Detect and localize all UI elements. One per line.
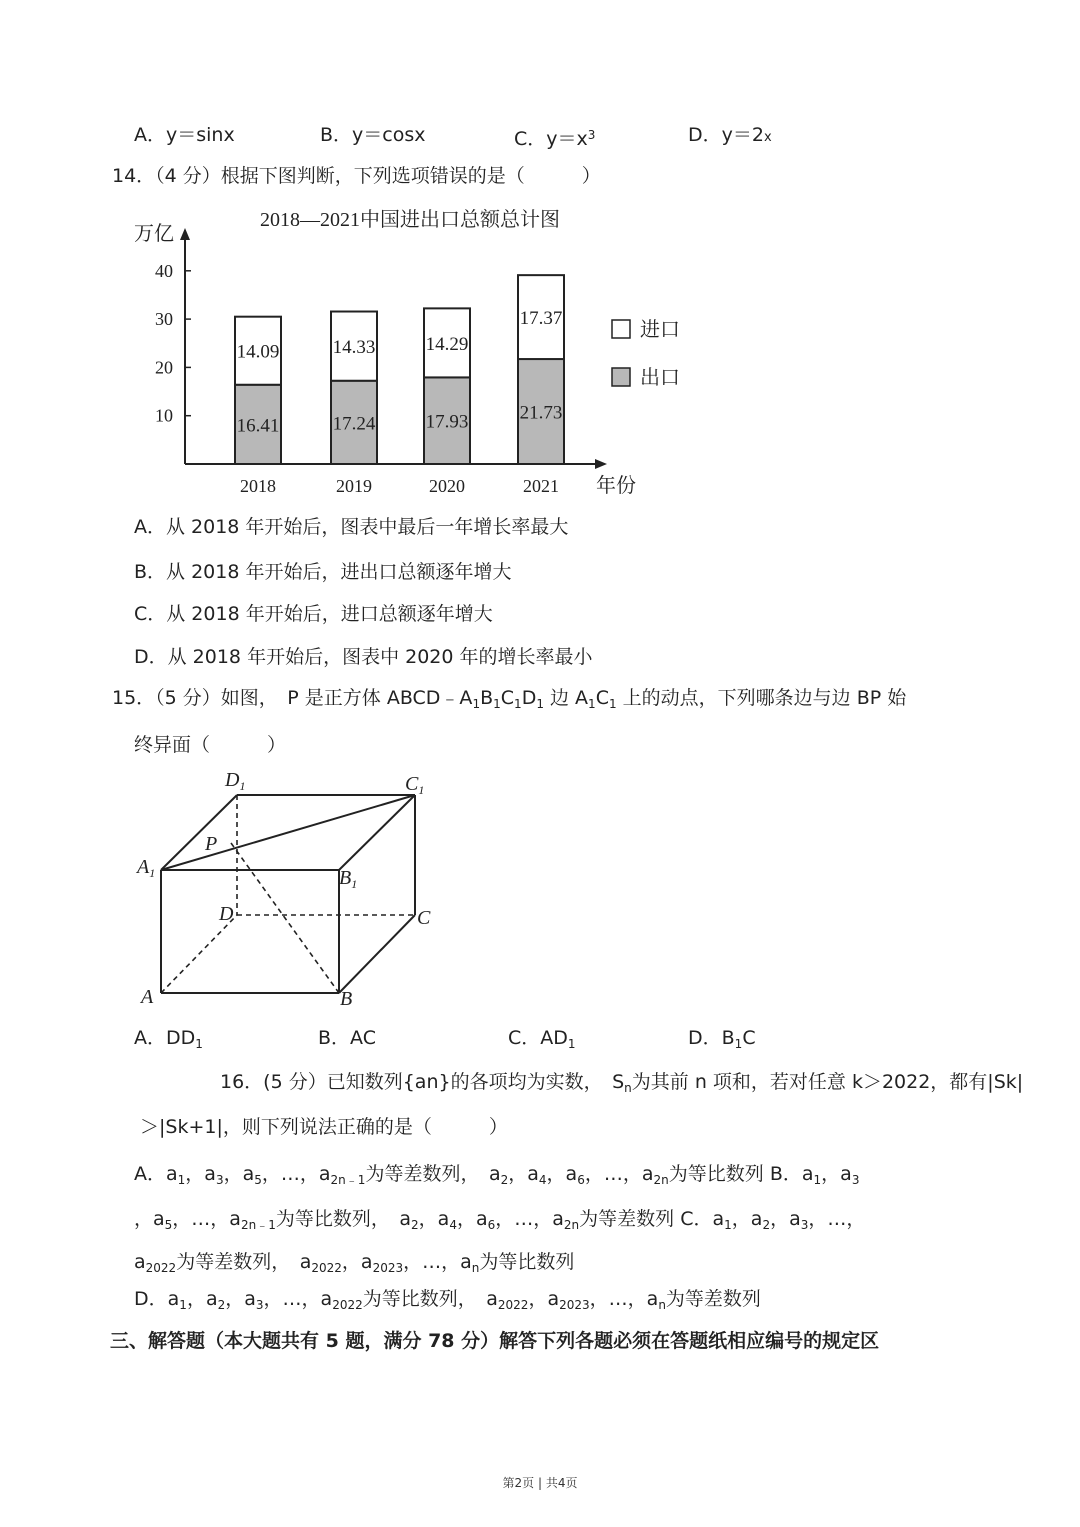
bar-import-label: 14.33 <box>332 337 376 359</box>
label-a1: $A_1$ <box>137 856 156 880</box>
x-tick-label: 2019 <box>336 476 372 496</box>
q13-option-d: D．y＝2x <box>688 124 772 146</box>
section3-title: 三、解答题（本大题共有 5 题，满分 78 分）解答下列各题必须在答题纸相应编号的规定区 <box>110 1330 880 1352</box>
label-d1: $D_1$ <box>225 769 246 793</box>
y-tick-label: 10 <box>155 405 173 426</box>
label-c: C <box>417 907 431 929</box>
q15-option-d: D．$B_1C$ <box>688 1027 756 1051</box>
y-axis-arrow <box>180 228 190 240</box>
label-p: P <box>205 833 218 855</box>
q16-option-d: D．$a_1$，$a_2$，$a_3$，…，$a_{2022}$为等比数列， $a_{2022}$，$a_{2023}$，…，$a_n$为等差数列 <box>134 1288 761 1312</box>
q15-stem: 15．（5 分）如图， P 是正方体 $ABCD﹣A_1B_1C_1D_1$ 边 $A_1C_1$ 上的动点，下列哪条边与边 BP 始 <box>112 687 907 711</box>
q15-stem-line2: 终异面（ ） <box>134 734 287 756</box>
legend-label-export: 出口 <box>640 367 680 389</box>
label-c1: $C_1$ <box>405 773 425 797</box>
q16-option-b-cont: ，$a_5$，…，$a_{2n﹣1}$为等比数列， $a_2$，$a_4$，$a_6$，…，$a_{2n}$为等差数列 C．$a_1$，$a_2$，$a_3$，…， <box>134 1208 866 1232</box>
q15-option-c: C．$AD_1$ <box>508 1027 576 1051</box>
x-axis-label: 年份 <box>596 475 636 497</box>
q16-option-c-cont: $a_{2022}$为等差数列， $a_{2022}$，$a_{2023}$，…，$a_n$为等比数列 <box>134 1251 575 1275</box>
y-tick-label: 30 <box>155 309 173 330</box>
legend-swatch-import <box>612 320 630 338</box>
label-b: B <box>340 988 353 1010</box>
q13-option-c: C．$y=x^3$ <box>514 128 596 150</box>
q16-stem-line2: ＞|Sk+1|，则下列说法正确的是（ ） <box>140 1116 508 1138</box>
y-tick-label: 20 <box>155 357 173 378</box>
q14-stem: 14．（4 分）根据下图判断，下列选项错误的是（ ） <box>112 165 601 187</box>
q14-option-d: D．从 2018 年开始后，图表中 2020 年的增长率最小 <box>134 646 593 668</box>
q14-option-a: A．从 2018 年开始后，图表中最后一年增长率最大 <box>134 516 569 538</box>
x-axis-arrow <box>595 459 607 469</box>
label-a: A <box>141 986 154 1008</box>
label-d: D <box>219 903 234 925</box>
q13-option-b: B．y＝cosx <box>320 124 426 146</box>
bar-export-label: 16.41 <box>236 415 280 437</box>
x-tick-label: 2020 <box>429 476 465 496</box>
q15-option-b: B．AC <box>318 1027 376 1049</box>
q16-option-a: A．$a_1$，$a_3$，$a_5$，…，$a_{2n﹣1}$为等差数列， $a_2$，$a_4$，$a_6$，…，$a_{2n}$为等比数列 B．$a_1$，$a_3$ <box>134 1163 860 1187</box>
legend-swatch-export <box>612 368 630 386</box>
cube-figure <box>125 760 445 1015</box>
q13-option-a: A．y＝sinx <box>134 124 235 146</box>
q14-option-c: C．从 2018 年开始后，进口总额逐年增大 <box>134 603 493 625</box>
q16-stem: 16．(5 分）已知数列{an}的各项均为实数， $S_n$为其前 n 项和，若对任意 k＞2022，都有|Sk| <box>220 1071 1024 1095</box>
q14-option-b: B．从 2018 年开始后，进出口总额逐年增大 <box>134 561 512 583</box>
y-tick-label: 40 <box>155 260 173 281</box>
label-b1: $B_1$ <box>339 867 358 891</box>
page-footer: 第2页 | 共4页 <box>502 1476 578 1490</box>
x-tick-label: 2018 <box>240 476 276 496</box>
bar-import-label: 14.09 <box>236 341 280 363</box>
export-import-chart <box>120 200 680 510</box>
bar-export-label: 17.24 <box>332 413 376 435</box>
y-axis-label: 万亿 <box>134 223 174 245</box>
q15-option-a: A．$DD_1$ <box>134 1027 203 1051</box>
bar-export-label: 17.93 <box>425 411 469 433</box>
x-tick-label: 2021 <box>523 476 559 496</box>
bar-import-label: 17.37 <box>519 308 563 330</box>
bar-export-label: 21.73 <box>519 402 563 424</box>
bar-import-label: 14.29 <box>425 333 469 355</box>
legend-label-import: 进口 <box>640 319 680 341</box>
chart-title: 2018—2021中国进出口总额总计图 <box>260 209 560 231</box>
